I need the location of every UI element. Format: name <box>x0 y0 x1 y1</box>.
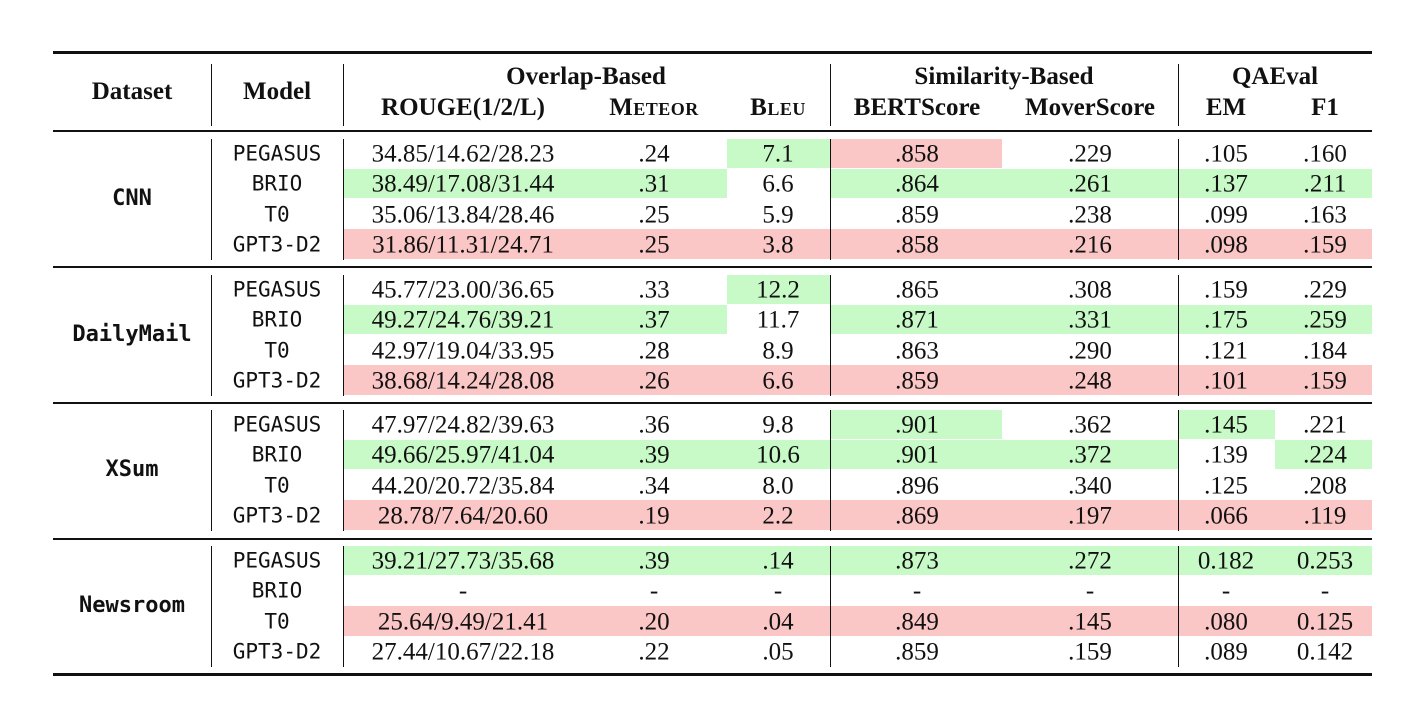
cell-f1: .229 <box>1303 276 1347 304</box>
cell-rouge: 38.68/14.24/28.08 <box>371 367 555 395</box>
cell-f1: - <box>1320 577 1330 605</box>
cell-bertscore: .849 <box>895 608 939 635</box>
cell-f1: .184 <box>1303 337 1347 364</box>
header-rouge: ROUGE(1/2/L) <box>381 94 545 121</box>
column-divider <box>830 64 831 126</box>
cell-bertscore: .896 <box>895 472 939 499</box>
section-rule <box>53 266 1372 268</box>
cell-meteor: .25 <box>638 201 670 228</box>
cell-bleu: 12.2 <box>756 276 800 304</box>
cell-rouge: 34.85/14.62/28.23 <box>371 140 555 168</box>
cell-moverscore: .248 <box>1068 367 1112 395</box>
cell-em: .139 <box>1204 441 1248 469</box>
cell-bleu: 2.2 <box>762 502 794 530</box>
header-group-qaeval: QAEval <box>1231 63 1319 90</box>
dataset-name: XSum <box>105 457 159 483</box>
cell-moverscore: .290 <box>1068 337 1112 364</box>
model-name: PEGASUS <box>232 277 322 302</box>
cell-bleu: .04 <box>762 608 794 635</box>
header-bertscore: BERTScore <box>853 94 981 121</box>
cell-f1: 0.125 <box>1296 608 1354 635</box>
model-name: GPT3-D2 <box>232 639 322 664</box>
cell-f1: .224 <box>1303 441 1347 469</box>
column-divider <box>343 275 344 396</box>
model-name: PEGASUS <box>232 141 322 166</box>
model-name: BRIO <box>251 578 303 603</box>
column-divider <box>343 139 344 260</box>
cell-moverscore: .238 <box>1068 201 1112 228</box>
cell-bertscore: .859 <box>895 201 939 228</box>
cell-rouge: 31.86/11.31/24.71 <box>372 231 554 259</box>
cell-rouge: 42.97/19.04/33.95 <box>371 337 555 364</box>
cell-meteor: .20 <box>638 608 670 635</box>
cell-moverscore: .331 <box>1068 306 1112 334</box>
cell-rouge: 49.27/24.76/39.21 <box>371 306 555 334</box>
cell-em: .080 <box>1204 608 1248 635</box>
cell-em: - <box>1221 577 1231 605</box>
cell-rouge: 25.64/9.49/21.41 <box>377 608 549 635</box>
cell-bertscore: .869 <box>895 502 939 530</box>
column-divider <box>1178 64 1179 126</box>
header-moverscore: MoverScore <box>1024 94 1156 121</box>
model-name: T0 <box>264 338 290 362</box>
cell-bleu: 6.6 <box>762 367 794 395</box>
cell-meteor: .25 <box>638 231 670 259</box>
model-name: PEGASUS <box>232 548 322 573</box>
column-divider <box>1178 139 1179 260</box>
cell-bertscore: .871 <box>895 306 939 334</box>
cell-em: .098 <box>1204 231 1248 259</box>
cell-meteor: .33 <box>638 276 670 304</box>
cell-f1: 0.142 <box>1296 638 1354 666</box>
column-divider <box>1178 275 1179 396</box>
header-group-similarity: Similarity-Based <box>914 63 1094 90</box>
column-divider <box>211 275 212 396</box>
cell-rouge: 28.78/7.64/20.60 <box>377 502 549 530</box>
cell-moverscore: .340 <box>1068 472 1112 499</box>
cell-em: .145 <box>1204 411 1248 439</box>
cell-moverscore: .216 <box>1068 231 1112 259</box>
model-name: GPT3-D2 <box>232 503 322 528</box>
cell-em: .099 <box>1204 201 1248 228</box>
cell-bertscore: .901 <box>895 411 939 439</box>
cell-rouge: 39.21/27.73/35.68 <box>371 547 555 575</box>
cell-moverscore: .362 <box>1068 411 1112 439</box>
model-name: T0 <box>264 609 290 633</box>
header-em: EM <box>1205 94 1247 121</box>
cell-bertscore: .858 <box>895 140 939 168</box>
column-divider <box>1178 546 1179 667</box>
cell-moverscore: .197 <box>1068 502 1112 530</box>
cell-rouge: 35.06/13.84/28.46 <box>371 201 555 228</box>
model-name: PEGASUS <box>232 412 322 437</box>
cell-moverscore: .159 <box>1068 638 1112 666</box>
header-meteor: Meteor <box>609 94 699 121</box>
header-f1: F1 <box>1311 94 1339 121</box>
column-divider <box>211 410 212 531</box>
cell-f1: 0.253 <box>1296 547 1354 575</box>
cell-moverscore: .145 <box>1068 608 1112 635</box>
cell-bertscore: - <box>912 577 922 605</box>
cell-meteor: .28 <box>638 337 670 364</box>
cell-bertscore: .864 <box>895 170 939 198</box>
cell-bertscore: .901 <box>895 441 939 469</box>
cell-em: .137 <box>1204 170 1248 198</box>
cell-bleu: 6.6 <box>762 170 794 198</box>
cell-bleu: - <box>773 577 783 605</box>
cell-f1: .208 <box>1303 472 1347 499</box>
cell-meteor: .39 <box>638 441 670 469</box>
model-name: BRIO <box>251 442 303 467</box>
cell-f1: .211 <box>1303 170 1347 198</box>
cell-rouge: 44.20/20.72/35.84 <box>371 472 555 499</box>
column-divider <box>830 410 831 531</box>
column-divider <box>211 546 212 667</box>
cell-moverscore: .229 <box>1068 140 1112 168</box>
column-divider <box>211 139 212 260</box>
cell-meteor: .37 <box>638 306 670 334</box>
cell-moverscore: .272 <box>1068 547 1112 575</box>
cell-meteor: .34 <box>638 472 670 499</box>
cell-rouge: 49.66/25.97/41.04 <box>371 441 555 469</box>
cell-em: .066 <box>1204 502 1248 530</box>
cell-em: .105 <box>1204 140 1248 168</box>
section-rule <box>53 402 1372 404</box>
cell-bertscore: .865 <box>895 276 939 304</box>
cell-moverscore: - <box>1085 577 1095 605</box>
section-rule <box>53 538 1372 540</box>
cell-bleu: 11.7 <box>756 306 800 334</box>
cell-meteor: .31 <box>638 170 670 198</box>
cell-em: .101 <box>1204 367 1248 395</box>
cell-bertscore: .859 <box>895 638 939 666</box>
column-divider <box>830 546 831 667</box>
header-dataset: Dataset <box>91 78 173 105</box>
cell-f1: .163 <box>1303 201 1347 228</box>
cell-bleu: 8.9 <box>762 337 794 364</box>
cell-f1: .160 <box>1303 140 1347 168</box>
model-name: GPT3-D2 <box>232 368 322 393</box>
cell-bleu: 8.0 <box>762 472 794 499</box>
cell-f1: .221 <box>1303 411 1347 439</box>
column-divider <box>343 546 344 667</box>
cell-rouge: 27.44/10.67/22.18 <box>371 638 555 666</box>
cell-bleu: 5.9 <box>762 201 794 228</box>
cell-rouge: - <box>458 577 468 605</box>
cell-bertscore: .858 <box>895 231 939 259</box>
cell-moverscore: .308 <box>1068 276 1112 304</box>
header-model: Model <box>242 78 312 105</box>
cell-rouge: 45.77/23.00/36.65 <box>371 276 555 304</box>
cell-bleu: 10.6 <box>756 441 800 469</box>
cell-moverscore: .372 <box>1068 441 1112 469</box>
dataset-name: CNN <box>112 186 152 212</box>
cell-meteor: - <box>649 577 659 605</box>
cell-meteor: .26 <box>638 367 670 395</box>
cell-bertscore: .873 <box>895 547 939 575</box>
dataset-name: DailyMail <box>72 322 192 348</box>
cell-meteor: .19 <box>638 502 670 530</box>
top-rule <box>53 51 1372 54</box>
cell-em: .175 <box>1204 306 1248 334</box>
cell-bertscore: .859 <box>895 367 939 395</box>
header-rule <box>53 130 1372 132</box>
cell-meteor: .24 <box>638 140 670 168</box>
column-divider <box>1178 410 1179 531</box>
cell-bleu: 7.1 <box>762 140 794 168</box>
cell-bleu: 9.8 <box>762 411 794 439</box>
model-name: T0 <box>264 202 290 226</box>
column-divider <box>343 64 344 126</box>
header-group-overlap: Overlap-Based <box>506 63 666 90</box>
cell-em: .159 <box>1204 276 1248 304</box>
dataset-name: Newsroom <box>79 593 185 619</box>
column-divider <box>343 410 344 531</box>
cell-f1: .259 <box>1303 306 1347 334</box>
cell-f1: .119 <box>1303 502 1347 530</box>
cell-bleu: 3.8 <box>762 231 794 259</box>
column-divider <box>830 275 831 396</box>
cell-em: .121 <box>1204 337 1248 364</box>
column-divider <box>830 139 831 260</box>
cell-moverscore: .261 <box>1068 170 1112 198</box>
cell-rouge: 38.49/17.08/31.44 <box>371 170 555 198</box>
header-bleu: Bleu <box>750 94 806 121</box>
cell-meteor: .22 <box>638 638 670 666</box>
cell-em: 0.182 <box>1197 547 1255 575</box>
cell-meteor: .36 <box>638 411 670 439</box>
model-name: BRIO <box>251 307 303 332</box>
cell-bertscore: .863 <box>895 337 939 364</box>
cell-bleu: .05 <box>762 638 794 666</box>
cell-f1: .159 <box>1303 367 1347 395</box>
bottom-rule <box>53 673 1372 676</box>
cell-em: .125 <box>1204 472 1248 499</box>
cell-f1: .159 <box>1303 231 1347 259</box>
model-name: BRIO <box>251 171 303 196</box>
column-divider <box>211 64 212 126</box>
model-name: T0 <box>264 473 290 497</box>
cell-em: .089 <box>1204 638 1248 666</box>
model-name: GPT3-D2 <box>232 232 322 257</box>
cell-bleu: .14 <box>762 547 794 575</box>
cell-rouge: 47.97/24.82/39.63 <box>371 411 555 439</box>
cell-meteor: .39 <box>638 547 670 575</box>
